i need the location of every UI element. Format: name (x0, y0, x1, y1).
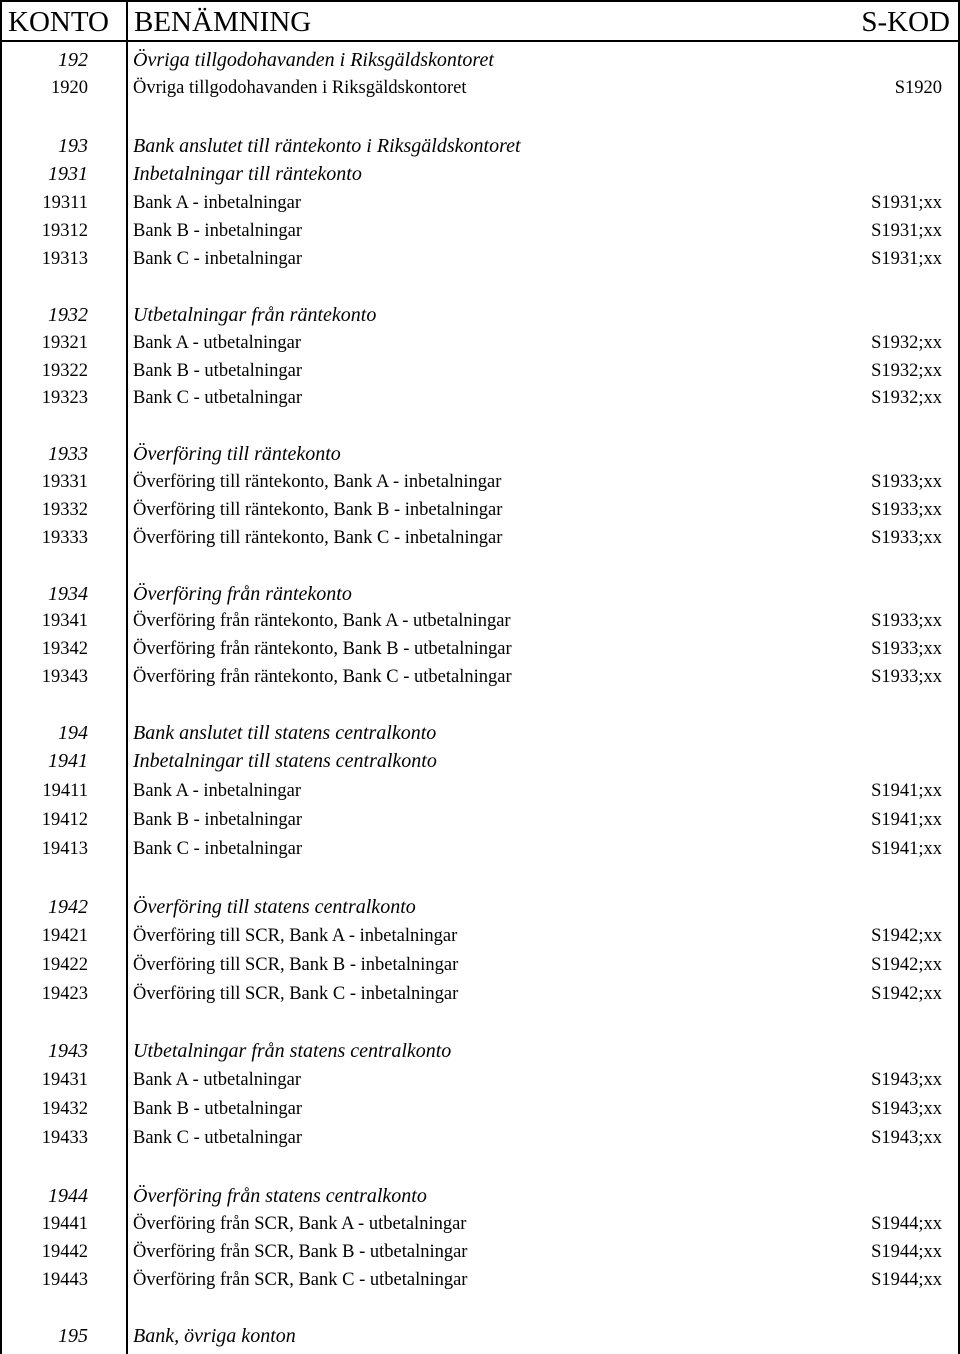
skod-cell: S1932;xx (871, 361, 942, 381)
konto-cell: 19423 (41, 984, 88, 1004)
skod-cell: S1933;xx (871, 667, 942, 687)
group-heading-row (2, 749, 958, 773)
table-row (2, 247, 958, 271)
benamning-cell: Övriga tillgodohavanden i Riksgäldskontoret (133, 78, 467, 98)
benamning-cell: Bank A - utbetalningar (133, 333, 302, 353)
konto-cell: 195 (58, 1325, 88, 1347)
benamning-cell: Överföring från SCR, Bank B - utbetalningar (133, 1242, 468, 1262)
skod-cell: S1941;xx (871, 810, 942, 830)
group-heading-row (2, 1039, 958, 1063)
konto-cell: 19412 (41, 810, 88, 830)
benamning-cell: Övriga tillgodohavanden i Riksgäldskontoret (133, 49, 494, 71)
table-row (2, 498, 958, 522)
konto-cell: 19411 (42, 781, 88, 801)
konto-cell: 19322 (41, 361, 88, 381)
group-heading-row (2, 303, 958, 327)
benamning-cell: Överföring från räntekonto, Bank A - utbetalningar (133, 611, 511, 631)
skod-cell: S1933;xx (871, 611, 942, 631)
konto-cell: 192 (58, 49, 88, 71)
konto-cell: 1934 (48, 583, 88, 605)
benamning-cell: Bank C - utbetalningar (133, 388, 303, 408)
skod-cell: S1942;xx (871, 926, 942, 946)
konto-cell: 1932 (48, 304, 88, 326)
konto-cell: 19441 (41, 1214, 88, 1234)
skod-cell: S1944;xx (871, 1270, 942, 1290)
konto-cell: 19432 (41, 1099, 88, 1119)
table-row (2, 637, 958, 661)
table-header (2, 0, 958, 42)
konto-cell: 1942 (48, 896, 88, 918)
skod-cell: S1932;xx (871, 333, 942, 353)
group-heading-row (2, 1184, 958, 1208)
konto-cell: 19421 (41, 926, 88, 946)
table-row (2, 219, 958, 243)
benamning-cell: Överföring till räntekonto, Bank A - inbetalningar (133, 472, 502, 492)
benamning-cell: Bank B - utbetalningar (133, 361, 303, 381)
benamning-cell: Överföring till SCR, Bank B - inbetalningar (133, 955, 459, 975)
konto-cell: 1941 (48, 750, 88, 772)
group-heading-row (2, 1324, 958, 1348)
skod-cell: S1942;xx (871, 955, 942, 975)
konto-cell: 1931 (48, 163, 88, 185)
table-row (2, 953, 958, 977)
header-konto: KONTO (8, 6, 109, 38)
table-row (2, 924, 958, 948)
skod-cell: S1933;xx (871, 500, 942, 520)
benamning-cell: Bank A - inbetalningar (133, 781, 302, 801)
konto-cell: 19323 (41, 388, 88, 408)
skod-cell: S1943;xx (871, 1070, 942, 1090)
konto-cell: 194 (58, 722, 88, 744)
table-row (2, 1126, 958, 1150)
konto-cell: 19312 (41, 221, 88, 241)
konto-cell: 19422 (41, 955, 88, 975)
skod-cell: S1942;xx (871, 984, 942, 1004)
table-row (2, 837, 958, 861)
benamning-cell: Bank A - utbetalningar (133, 1070, 302, 1090)
benamning-cell: Överföring till räntekonto, Bank B - inbetalningar (133, 500, 503, 520)
skod-cell: S1941;xx (871, 781, 942, 801)
konto-cell: 1944 (48, 1185, 88, 1207)
benamning-cell: Överföring från räntekonto (133, 583, 352, 605)
header-skod: S-KOD (861, 6, 950, 38)
benamning-cell: Utbetalningar från räntekonto (133, 304, 377, 326)
skod-cell: S1933;xx (871, 528, 942, 548)
group-heading-row (2, 895, 958, 919)
konto-cell: 1933 (48, 443, 88, 465)
benamning-cell: Bank C - inbetalningar (133, 839, 303, 859)
benamning-cell: Överföring till räntekonto, Bank C - inbetalningar (133, 528, 503, 548)
table-row (2, 1212, 958, 1236)
table-row (2, 665, 958, 689)
table-row (2, 331, 958, 355)
skod-cell: S1931;xx (871, 249, 942, 269)
group-heading-row (2, 48, 958, 72)
konto-cell: 19343 (41, 667, 88, 687)
benamning-cell: Överföring från statens centralkonto (133, 1185, 427, 1207)
table-row (2, 808, 958, 832)
benamning-cell: Överföring till räntekonto (133, 443, 341, 465)
benamning-cell: Överföring från räntekonto, Bank C - utbetalningar (133, 667, 512, 687)
benamning-cell: Bank B - inbetalningar (133, 810, 303, 830)
skod-cell: S1931;xx (871, 193, 942, 213)
benamning-cell: Överföring från SCR, Bank C - utbetalningar (133, 1270, 468, 1290)
group-heading-row (2, 721, 958, 745)
benamning-cell: Bank C - inbetalningar (133, 249, 303, 269)
skod-cell: S1920 (894, 78, 942, 98)
header-benamning: BENÄMNING (134, 6, 312, 38)
skod-cell: S1943;xx (871, 1099, 942, 1119)
konto-cell: 19332 (41, 500, 88, 520)
konto-cell: 193 (58, 135, 88, 157)
group-heading-row (2, 134, 958, 158)
skod-cell: S1941;xx (871, 839, 942, 859)
konto-cell: 19341 (41, 611, 88, 631)
benamning-cell: Inbetalningar till statens centralkonto (133, 750, 437, 772)
benamning-cell: Inbetalningar till räntekonto (133, 163, 362, 185)
konto-cell: 19413 (41, 839, 88, 859)
skod-cell: S1943;xx (871, 1128, 942, 1148)
benamning-cell: Överföring från SCR, Bank A - utbetalningar (133, 1214, 467, 1234)
table-row (2, 1068, 958, 1092)
table-row (2, 609, 958, 633)
group-heading-row (2, 442, 958, 466)
benamning-cell: Utbetalningar från statens centralkonto (133, 1040, 452, 1062)
benamning-cell: Överföring till SCR, Bank A - inbetalningar (133, 926, 458, 946)
group-heading-row (2, 582, 958, 606)
konto-cell: 19433 (41, 1128, 88, 1148)
table-row (2, 1240, 958, 1264)
table-row (2, 191, 958, 215)
table-row (2, 526, 958, 550)
skod-cell: S1944;xx (871, 1242, 942, 1262)
benamning-cell: Bank anslutet till räntekonto i Riksgäldskontoret (133, 135, 521, 157)
konto-cell: 19321 (41, 333, 88, 353)
table-row (2, 779, 958, 803)
konto-cell: 19431 (41, 1070, 88, 1090)
benamning-cell: Överföring till SCR, Bank C - inbetalningar (133, 984, 459, 1004)
konto-cell: 19442 (41, 1242, 88, 1262)
group-heading-row (2, 162, 958, 186)
benamning-cell: Överföring från räntekonto, Bank B - utbetalningar (133, 639, 512, 659)
table-row (2, 386, 958, 410)
skod-cell: S1933;xx (871, 639, 942, 659)
table-row (2, 1097, 958, 1121)
benamning-cell: Bank anslutet till statens centralkonto (133, 722, 437, 744)
benamning-cell: Bank A - inbetalningar (133, 193, 302, 213)
table-row (2, 982, 958, 1006)
skod-cell: S1932;xx (871, 388, 942, 408)
benamning-cell: Bank C - utbetalningar (133, 1128, 303, 1148)
table-row (2, 470, 958, 494)
konto-cell: 19313 (41, 249, 88, 269)
konto-cell: 19311 (42, 193, 88, 213)
konto-cell: 19342 (41, 639, 88, 659)
table-row (2, 1268, 958, 1292)
benamning-cell: Bank, övriga konton (133, 1325, 296, 1347)
table-row (2, 359, 958, 383)
skod-cell: S1933;xx (871, 472, 942, 492)
benamning-cell: Överföring till statens centralkonto (133, 896, 416, 918)
skod-cell: S1944;xx (871, 1214, 942, 1234)
konto-cell: 19331 (41, 472, 88, 492)
konto-cell: 19333 (41, 528, 88, 548)
konto-cell: 19443 (41, 1270, 88, 1290)
konto-cell: 1920 (51, 78, 88, 98)
skod-cell: S1931;xx (871, 221, 942, 241)
konto-cell: 1943 (48, 1040, 88, 1062)
table-row (2, 76, 958, 100)
benamning-cell: Bank B - inbetalningar (133, 221, 303, 241)
benamning-cell: Bank B - utbetalningar (133, 1099, 303, 1119)
